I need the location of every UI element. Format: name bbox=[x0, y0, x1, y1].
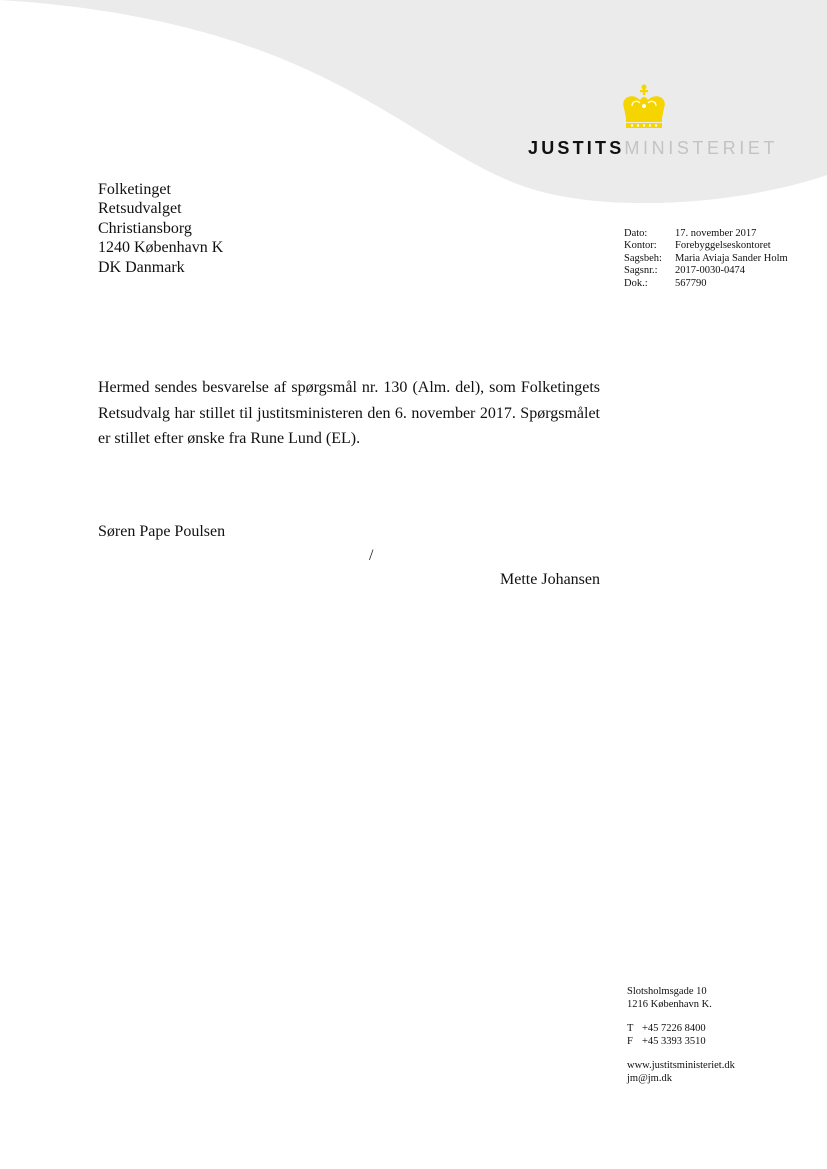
case-metadata bbox=[624, 228, 790, 290]
footer-spacer bbox=[627, 1048, 735, 1060]
recipient-line: DK Danmark bbox=[98, 258, 185, 276]
meta-label: Sagsnr.: bbox=[624, 265, 658, 277]
footer-street: Slotsholmsgade 10 bbox=[627, 986, 707, 997]
meta-row-office bbox=[624, 240, 790, 252]
meta-value: 2017-0030-0474 bbox=[675, 265, 745, 277]
signature-official: Mette Johansen bbox=[500, 571, 600, 588]
meta-value: 567790 bbox=[675, 277, 707, 289]
meta-label: Sagsbeh: bbox=[624, 252, 662, 264]
meta-row-date bbox=[624, 228, 790, 240]
recipient-line: 1240 København K bbox=[98, 239, 224, 257]
logo-wordmark bbox=[528, 137, 778, 159]
meta-label: Dok.: bbox=[624, 277, 648, 289]
meta-row-case-number bbox=[624, 265, 790, 277]
fax-number: +45 3393 3510 bbox=[642, 1035, 706, 1047]
logo-text-light: MINISTERIET bbox=[624, 138, 779, 158]
crown-icon bbox=[618, 84, 670, 130]
phone-number: +45 7226 8400 bbox=[642, 1023, 706, 1035]
meta-value: Forebyggelseskontoret bbox=[675, 240, 771, 252]
footer-city: 1216 København K. bbox=[627, 998, 712, 1010]
meta-value: 17. november 2017 bbox=[675, 228, 757, 239]
meta-row-document bbox=[624, 278, 790, 290]
ministry-logo bbox=[528, 84, 779, 160]
signature-separator: / bbox=[369, 547, 374, 564]
recipient-line: Retsudvalget bbox=[98, 200, 182, 218]
meta-value: Maria Aviaja Sander Holm bbox=[675, 252, 788, 264]
recipient-line: Christiansborg bbox=[98, 219, 192, 237]
signature-minister: Søren Pape Poulsen bbox=[98, 523, 226, 540]
recipient-line: Folketinget bbox=[98, 181, 171, 198]
footer-email: jm@jm.dk bbox=[627, 1072, 672, 1084]
footer-phone-row bbox=[627, 1023, 735, 1036]
meta-row-case-handler bbox=[624, 253, 790, 265]
footer-fax-row bbox=[627, 1036, 735, 1049]
recipient-address bbox=[98, 180, 223, 277]
fax-label: F bbox=[627, 1035, 633, 1047]
footer-website: www.justitsministeriet.dk bbox=[627, 1060, 735, 1072]
footer-spacer bbox=[627, 1011, 735, 1023]
meta-label: Kontor: bbox=[624, 240, 657, 252]
footer-contact bbox=[627, 986, 735, 1086]
phone-label: T bbox=[627, 1023, 634, 1035]
body-paragraph: Hermed sendes besvarelse af spørgsmål nr. 130 (Alm. del), som Folketingets Retsudvalg har stillet til justitsministeren den 6. november 2017. Spørgsmålet er stillet efter ønske fra Rune Lund (EL). bbox=[98, 379, 600, 447]
logo-text-bold: JUSTITS bbox=[528, 138, 625, 158]
meta-label: Dato: bbox=[624, 228, 648, 239]
